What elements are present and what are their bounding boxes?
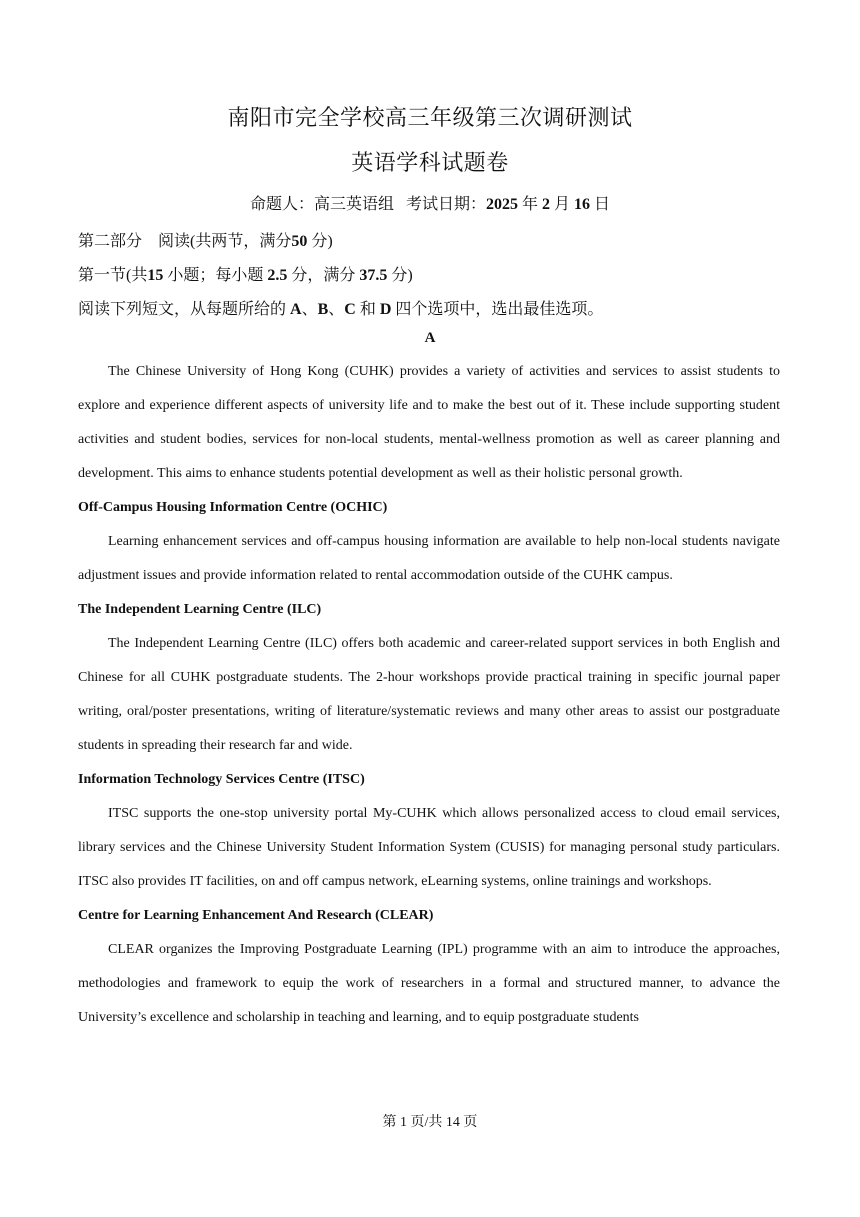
- option-c: C: [344, 301, 356, 318]
- section-heading-itsc: Information Technology Services Centre (ITSC): [78, 772, 365, 787]
- section-text-clear: CLEAR organizes the Improving Postgraduate Learning (IPL) programme with an aim to introduce the approaches, methodologies and framework to equip the work of researchers in a formal and structured manner, to advance the University’s excellence and scholarship in teaching and learning, and to equip postgraduate students: [78, 942, 780, 1025]
- setter-label: 命题人：高三英语组: [249, 196, 394, 213]
- option-b: B: [317, 301, 329, 318]
- passage-body: [78, 355, 780, 1035]
- section-each: 2.5: [267, 267, 288, 284]
- exam-meta: [0, 191, 860, 214]
- part-prefix: 第二部分 阅读(共两节，满分: [78, 233, 292, 250]
- date-month-char: 月: [554, 196, 571, 213]
- part-heading: [78, 228, 333, 251]
- page-number: 第 1 页/共 14 页: [382, 1115, 478, 1130]
- section-heading-ilc: The Independent Learning Centre (ILC): [78, 602, 322, 617]
- passage-intro: The Chinese University of Hong Kong (CUHK) provides a variety of activities and services to assist students to explore and experience different aspects of university life and to make the best out of it. These include supporting student activities and student bodies, services for non-local students, mental-wellness promotion as well as career planning and development. This aims to enhance students potential development as well as their holistic personal growth.: [78, 364, 780, 481]
- exam-title: 南阳市完全学校高三年级第三次调研测试: [227, 105, 633, 130]
- part-score: 50: [291, 233, 308, 250]
- section-mid1: 小题；每小题: [167, 267, 264, 284]
- section-count: 15: [147, 267, 164, 284]
- exam-subtitle: 英语学科试题卷: [351, 150, 509, 175]
- option-a: A: [290, 301, 302, 318]
- date-month: 2: [542, 196, 550, 213]
- date-label: 考试日期：: [405, 196, 486, 213]
- passage-label: A: [424, 330, 436, 346]
- section-text-ilc: The Independent Learning Centre (ILC) offers both academic and career-related support services in both English and Chinese for all CUHK postgraduate students. The 2-hour workshops provide practical training in specific journal paper writing, oral/poster presentations, writing of literature/systematic reviews and many other areas to assist our postgraduate students in spreading their research far and wide.: [78, 636, 780, 753]
- directions-prefix: 阅读下列短文，从每题所给的: [78, 301, 287, 318]
- directions: [78, 296, 603, 319]
- section-heading-clear: Centre for Learning Enhancement And Research (CLEAR): [78, 908, 434, 923]
- and-word: 和: [359, 301, 376, 318]
- directions-suffix: 四个选项中，选出最佳选项。: [395, 301, 604, 318]
- date-day-char: 日: [594, 196, 611, 213]
- section-heading: [78, 262, 413, 285]
- section-prefix: 第一节(共: [78, 267, 148, 284]
- part-suffix: 分): [311, 233, 333, 250]
- date-day: 16: [574, 196, 591, 213]
- separator-1: 、: [301, 301, 318, 318]
- date-year-char: 年: [521, 196, 538, 213]
- separator-2: 、: [328, 301, 345, 318]
- section-suffix: 分): [391, 267, 413, 284]
- section-total: 37.5: [359, 267, 388, 284]
- section-text-ochic: Learning enhancement services and off-campus housing information are available to help non-local students navigate adjustment issues and provide information related to rental accommodation outside of the CUHK campus.: [78, 534, 780, 583]
- option-d: D: [379, 301, 392, 318]
- section-mid2: 分，满分: [291, 267, 356, 284]
- section-heading-ochic: Off-Campus Housing Information Centre (OCHIC): [78, 500, 388, 515]
- date-year: 2025: [485, 196, 518, 213]
- section-text-itsc: ITSC supports the one-stop university portal My-CUHK which allows personalized access to cloud email services, library services and the Chinese University Student Information System (CUSIS) for managing personal study particulars. ITSC also provides IT facilities, on and off campus network, eLearning systems, online trainings and workshops.: [78, 806, 780, 889]
